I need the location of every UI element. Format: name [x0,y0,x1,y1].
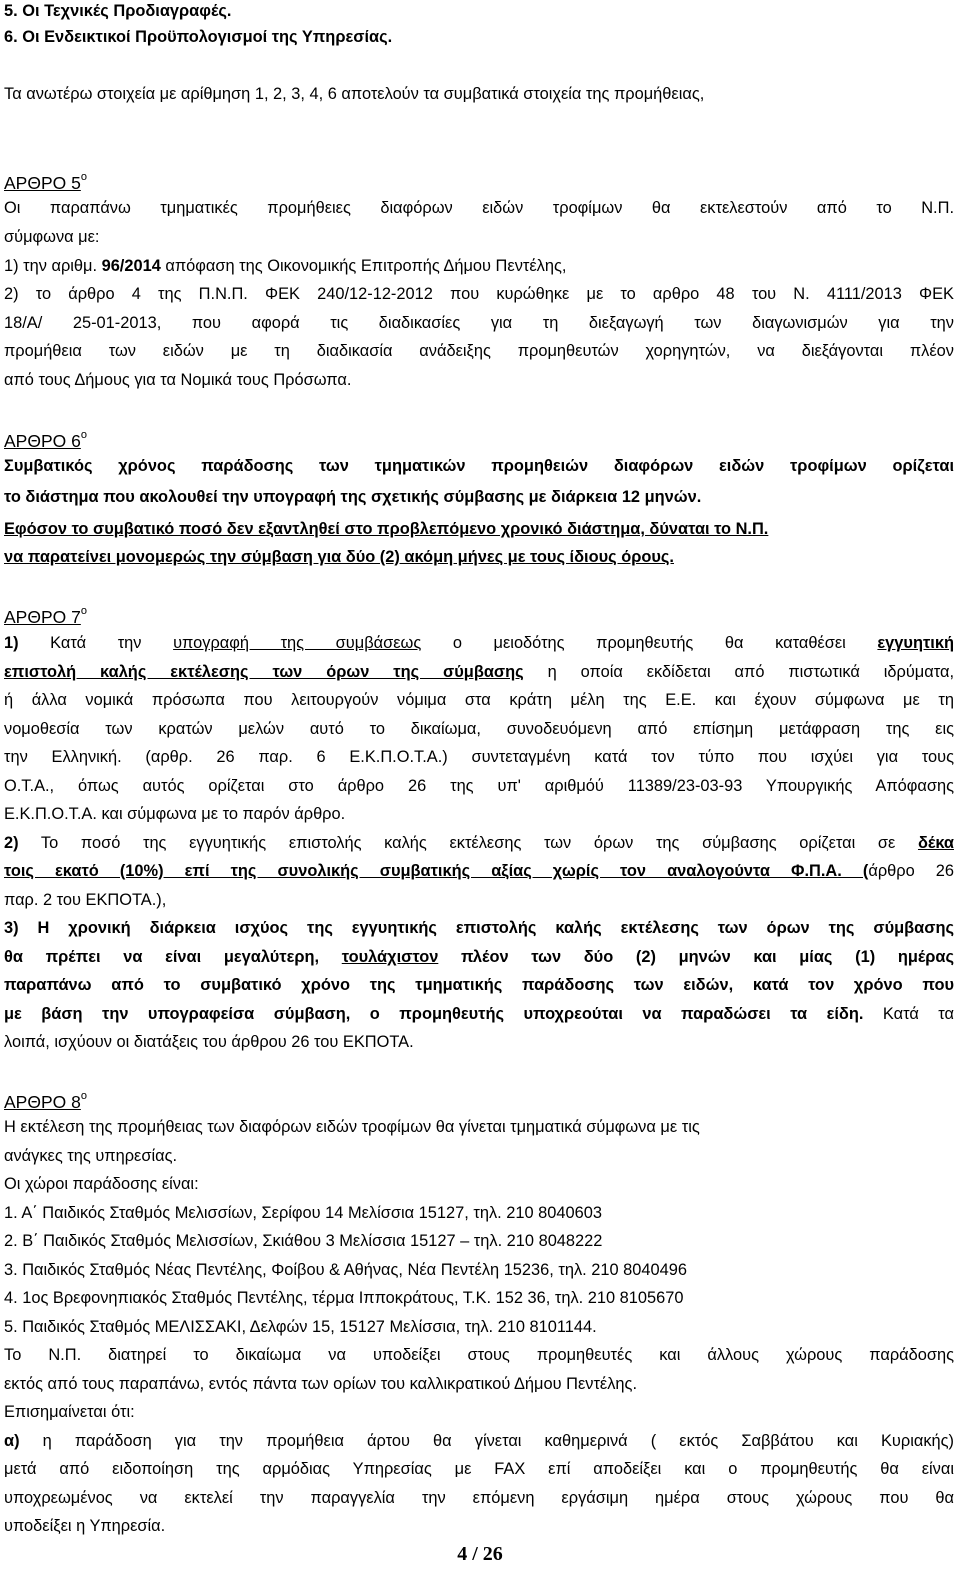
text-run: α) [4,1432,20,1450]
article-7-line: παραπάνω από το συμβατικό χρόνο της τμηματικής παράδοσης των ειδών, κατά τον χρόνο που [4,976,954,994]
text-run: εγγυητική [877,634,954,652]
article-7-line [4,633,954,653]
article-8-line: Οι χώροι παράδοσης είναι: [4,1175,199,1193]
article-5-line: Οι παραπάνω τμηματικές προμήθειες διαφόρων ειδών τροφίμων θα εκτελεστούν από το Ν.Π. [4,199,954,217]
article-8-line: μετά από ειδοποίηση της αρμόδιας Υπηρεσίας με FAX επί αποδείξει και ο προμηθευτής θα είναι [4,1460,954,1478]
article-8-sup: ο [80,1090,87,1102]
article-8-title: ΑΡΘΡΟ 8 [4,1091,81,1112]
list-item-6: 6. Οι Ενδεικτικοί Προϋπολογισμοί της Υπηρεσίας. [4,28,393,46]
text-run: επιστολή καλής εκτέλεσης των όρων της σύμβασης [4,663,524,681]
text-run: Κατά τα [863,1005,954,1023]
text-run: άρθρο 26 [868,862,954,880]
article-7-line [4,833,954,853]
article-5-heading [4,169,954,193]
article-7-line [4,861,954,881]
article-5-sup: ο [80,171,87,183]
article-7-line: 3) Η χρονική διάρκεια ισχύος της εγγυητικής επιστολής καλής εκτέλεσης των όρων της σύμβασης [4,919,954,937]
article-7-line [4,1004,954,1024]
article-8-heading [4,1088,954,1112]
text-run: πλέον των δύο (2) μηνών και μίας (1) ημέρας [438,948,955,966]
text-run: ο μειοδότης προμηθευτής θα καταθέσει [421,634,878,652]
text-run: τουλάχιστον [341,948,439,966]
text-run: θα πρέπει να είναι μεγαλύτερη, [4,948,342,966]
text-run: 1) [4,634,19,652]
text-run: τοις εκατό (10%) επί της συνολικής συμβατικής αξίας χωρίς τον αναλογούντα Φ.Π.Α. ( [4,862,869,880]
text-run: υπογραφή της συμβάσεως [173,634,422,652]
article-8-line: ανάγκες της υπηρεσίας. [4,1147,178,1165]
article-7-line: ή άλλα νομικά πρόσωπα που λειτουργούν νόμιμα στα κράτη μέλη της Ε.Ε. και έχουν σύμφωνα με τη [4,691,954,709]
text-run: 2) [4,834,19,852]
article-7-line: την Ελληνική. (αρθρ. 26 παρ. 6 Ε.Κ.Π.Ο.Τ.Α.) συντεταγμένη κατά τον τύπο που ισχύει για τους [4,748,954,766]
intro-paragraph: Τα ανωτέρω στοιχεία με αρίθμηση 1, 2, 3, 4, 6 αποτελούν τα συμβατικά στοιχεία της προμήθειας, [4,85,705,103]
article-6-sup: ο [80,429,87,441]
article-8-line [4,1431,954,1451]
text-run: 1) την αριθμ. [4,257,102,275]
delivery-place: 4. 1ος Βρεφονηπιακός Σταθμός Πεντέλης, τέρμα Ιπποκράτους, Τ.Κ. 152 36, τηλ. 210 8105670 [4,1289,684,1307]
article-6-line: Εφόσον το συμβατικό ποσό δεν εξαντληθεί στο προβλεπόμενο χρονικό διάστημα, δύναται το Ν.Π. [4,520,769,538]
article-7-line [4,947,954,967]
delivery-place: 5. Παιδικός Σταθμός ΜΕΛΙΣΣΑΚΙ, Δελφών 15, 15127 Μελίσσια, τηλ. 210 8101144. [4,1318,597,1336]
article-8-line: Η εκτέλεση της προμήθειας των διαφόρων ειδών τροφίμων θα γίνεται τμηματικά σύμφωνα με τις [4,1118,700,1136]
article-8-line: Επισημαίνεται ότι: [4,1403,135,1421]
text-run: 96/2014 [101,257,161,275]
article-5-line: 18/Α/ 25-01-2013, που αφορά τις διαδικασίες για τη διεξαγωγή των διαγωνισμών για την [4,314,954,332]
text-run: με βάση την υπογραφείσα σύμβαση, ο προμηθευτής υποχρεούται να παραδώσει τα είδη. [4,1005,864,1023]
article-7-heading [4,603,954,627]
delivery-place: 1. Α΄ Παιδικός Σταθμός Μελισσίων, Σερίφου 14 Μελίσσια 15127, τηλ. 210 8040603 [4,1204,602,1222]
article-8-line: Το Ν.Π. διατηρεί το δικαίωμα να υποδείξει στους προμηθευτές και άλλους χώρους παράδοσης [4,1346,954,1364]
article-6-line: Συμβατικός χρόνος παράδοσης των τμηματικών προμηθειών διαφόρων ειδών τροφίμων ορίζεται [4,457,954,475]
article-8-line: υποχρεωμένος να εκτελεί την παραγγελία την επόμενη εργάσιμη ημέρα στους χώρους που θα [4,1489,954,1507]
article-5-line: σύμφωνα με: [4,228,100,246]
text-run: δέκα [917,834,954,852]
list-item-5: 5. Οι Τεχνικές Προδιαγραφές. [4,2,232,20]
article-8-line: εκτός από τους παραπάνω, εντός πάντα των ορίων του καλλικρατικού Δήμου Πεντέλης. [4,1375,637,1393]
article-7-title: ΑΡΘΡΟ 7 [4,606,81,627]
article-6-title: ΑΡΘΡΟ 6 [4,430,81,451]
text-run: Κατά την [18,634,174,652]
delivery-place: 2. Β΄ Παιδικός Σταθμός Μελισσίων, Σκιάθου 3 Μελίσσια 15127 – τηλ. 210 8048222 [4,1232,603,1250]
text-run: απόφαση της Οικονομικής Επιτροπής Δήμου Πεντέλης, [160,257,567,275]
page-number: 4 / 26 [457,1543,503,1565]
delivery-place: 3. Παιδικός Σταθμός Νέας Πεντέλης, Φοίβου & Αθήνας, Νέα Πεντέλη 15236, τηλ. 210 8040496 [4,1261,687,1279]
article-5-line: προμήθεια των ειδών με τη διαδικασία ανάδειξης προμηθευτών χορηγητών, να διεξάγονται πλέον [4,342,954,360]
text-run: Το ποσό της εγγυητικής επιστολής καλής εκτέλεσης των όρων της σύμβασης ορίζεται σε [18,834,918,852]
article-7-line: Ε.Κ.Π.Ο.Τ.Α. και σύμφωνα με το παρόν άρθρο. [4,805,346,823]
article-7-line: παρ. 2 του ΕΚΠΟΤΑ.), [4,891,167,909]
article-7-line [4,662,954,682]
article-5-line [4,256,954,276]
article-7-line: λοιπά, ισχύουν οι διατάξεις του άρθρου 26 του ΕΚΠΟΤΑ. [4,1033,414,1051]
text-run: η οποία εκδίδεται από πιστωτικά ιδρύματα, [523,663,954,681]
article-5-line: 2) το άρθρο 4 της Π.Ν.Π. ΦΕΚ 240/12-12-2012 που κυρώθηκε με το αρθρο 48 του Ν. 4111/2013 ΦΕΚ [4,285,954,303]
article-7-line: Ο.Τ.Α., όπως αυτός ορίζεται στο άρθρο 26 της υπ' αριθμόύ 11389/23-03-93 Υπουργικής Απόφασης [4,777,954,795]
article-6-line: να παρατείνει μονομερώς την σύμβαση για δύο (2) ακόμη μήνες με τους ίδιους όρους. [4,548,674,566]
article-5-line: από τους Δήμους για τα Νομικά τους Πρόσωπα. [4,371,352,389]
article-7-sup: ο [80,605,87,617]
text-run: η παράδοση για την προμήθεια άρτου θα γίνεται καθημερινά ( εκτός Σαββάτου και Κυριακής) [19,1432,954,1450]
article-6-line: το διάστημα που ακολουθεί την υπογραφή της σχετικής σύμβασης με διάρκεια 12 μηνών. [4,488,702,506]
article-8-line: υποδείξει η Υπηρεσία. [4,1517,166,1535]
article-5-title: ΑΡΘΡΟ 5 [4,172,81,193]
article-6-heading [4,427,954,451]
article-7-line: νομοθεσία των κρατών μελών αυτό το δικαίωμα, συνοδευόμενη από επίσημη μετάφραση της εις [4,720,954,738]
